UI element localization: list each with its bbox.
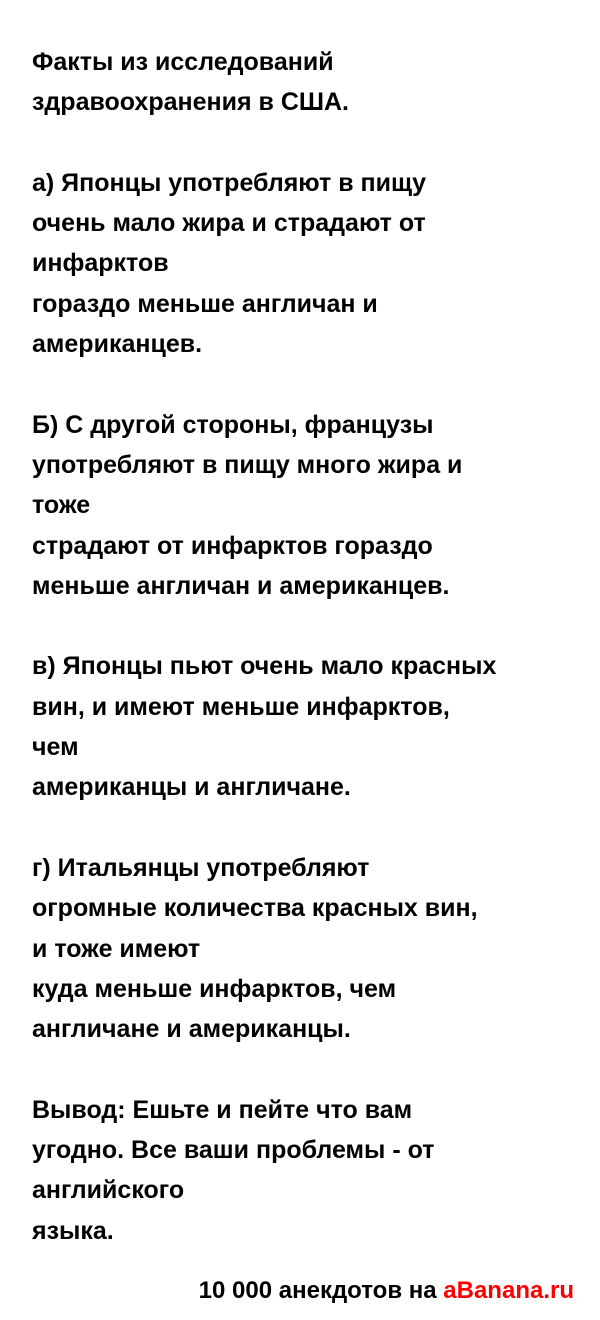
footer-prefix: 10 000 анекдотов на xyxy=(198,1277,444,1304)
joke-text: Факты из исследований здравоохранения в США. а) Японцы употребляют в пищу очень мало жира и страдают от инфарктов гораздо меньше англичан и американцев. Б) С другой стороны, французы употребляют в пищу много жира и тоже страдают от инфарктов гораздо меньше англичан и американцев. в) Японцы пьют очень мало красных вин, и имеют меньше инфарктов, чем американцы и англичане. г) Итальянцы употребляют огромные количества красных вин, и тоже имеют куда меньше инфарктов, чем англичане и американцы. Вывод: Ешьте и пейте что вам угодно. Все ваши проблемы - от английского языка. xyxy=(32,48,497,1245)
site-brand-link[interactable]: aBanana.ru xyxy=(443,1277,574,1304)
footer-credit xyxy=(199,1274,574,1308)
